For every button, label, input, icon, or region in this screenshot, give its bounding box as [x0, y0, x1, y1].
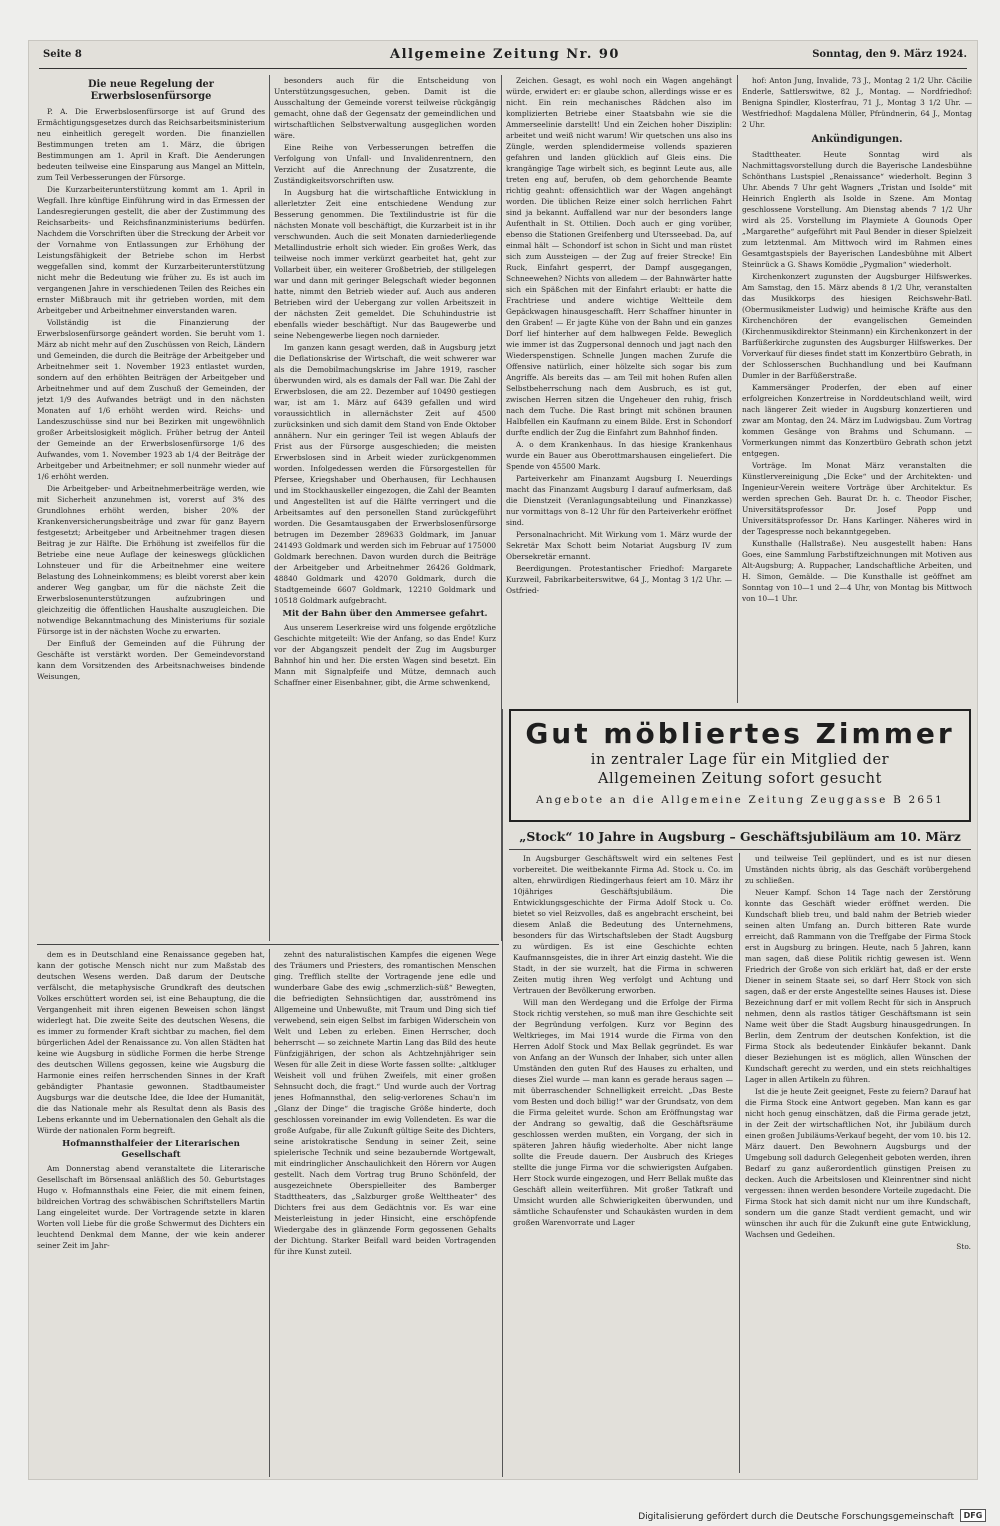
ad-line: Allgemeinen Zeitung sofort gesucht: [597, 771, 883, 787]
paragraph: besonders auch für die Entscheidung von Unterstützungsgesuchen, geben. Damit ist die Ausschaltung der Gemeinde vorerst teilweise rückgängig gemacht, ohne daß der Gegensatz der gemeindlichen und wirtschaftlichen Selbstverwaltung ausgeglichen worden wäre.: [274, 76, 496, 140]
column-rule: [269, 949, 270, 1477]
paragraph: Neuer Kampf. Schon 14 Tage nach der Zerstörung konnte das Geschäft wieder eröffnet werden. Die Kundschaft blieb treu, und bald nahm der Betrieb wieder seinen alten Umfang an. Durch bitteren Rate wurde erreicht, daß Rammann von die Treffgabe der Firma Stock erst in Augsburg zu bringen. Heute, nach 5 Jahren, kann man sagen, daß diese Politik richtig gewesen ist. Wenn Friedrich der Große von sich erklärt hat, daß er der erste Diener in seinem Staate sei, so darf Herr Stock von sich sagen, daß er der erste Angestellte seines Hauses ist. Diese Bezeichnung darf er mit vollem Recht für sich in Anspruch nehmen, denn als rastlos tätiger Geschäftsmann ist sein Name weit über die Stadt Augsburg hinausgedrungen. In Berlin, dem Zentrum der deutschen Konfektion, ist die Firma Stock als bedeutender Einkäufer bekannt. Dank dieser Beziehungen ist es möglich, allen Wünschen der Kundschaft gerecht zu werden, und ein stets reichhaltiges Lager in allen Artikeln zu führen.: [745, 888, 971, 1084]
page-header: [43, 47, 967, 63]
ad-contact: Angebote an die Allgemeine Zeitung Zeuggasse B 2651: [535, 794, 945, 806]
stock-article-heading: „Stock“ 10 Jahre in Augsburg – Geschäftsjubiläum am 10. März: [519, 829, 961, 844]
paragraph: Ist die je heute Zeit geeignet, Feste zu feiern? Darauf hat die Firma Stock eine Antwort gegeben. Man kann es gar nicht hoch genug einschätzen, daß die Firma gerade jetzt, in der Zeit der wirtschaftlichen Not, ihr Jubiläum durch einen großen Jubiläums-Verkauf begeht, der vom 10. bis 12. März dauert. Den Bewohnern Augsburgs und der Umgebung soll dadurch Gelegenheit geboten werden, ihren Bedarf zu ganz außerordentlich günstigen Preisen zu decken. Auch die Arbeitslosen und Kleinrentner sind nicht vergessen: ihnen werden besondere Vorteile zugedacht. Die Firma Stock hat sich damit nicht nur um ihre Kundschaft, sondern um die ganze Stadt verdient gemacht, und wir wünschen ihr auch für die Zukunft eine gute Entwicklung, Wachsen und Gedeihen.: [745, 1087, 971, 1239]
digitization-credit: Digitalisierung gefördert durch die Deutsche Forschungsgemeinschaft: [638, 1512, 954, 1522]
paragraph: Beerdigungen. Protestantischer Friedhof: Margarete Kurzweil, Fabrikarbeiterswitwe, 64 J., Montag 3 1/2 Uhr. — Ostfried-: [506, 564, 732, 595]
classified-advertisement: [509, 709, 971, 822]
column-rule: [737, 75, 738, 703]
newspaper-title: Allgemeine Zeitung Nr. 90: [390, 47, 620, 62]
paragraph: Aus unserem Leserkreise wird uns folgende ergötzliche Geschichte mitgeteilt: Wie der Anfang, so das Ende! Kurz vor der Abgangszeit pendelt der Zug im Augsburger Bahnhof hin und her. Die ersten Wagen sind besetzt. Ein Mann mit Signalpfeife und Mütze, demnach auch Schaffner einer Eisenbahner, gibt, die Arme schwenkend,: [274, 623, 496, 687]
paragraph: In Augsburg hat die wirtschaftliche Entwicklung in allerletzter Zeit eine entschiedene Wendung zur Besserung genommen. Die Textilindustrie ist für die nächsten Monate voll beschäftigt, die Kurzarbeit ist in ihr verschwunden. Auch die seit Monaten darniederliegende Metallindustrie erholt sich wieder. Ein großes Werk, das teilweise noch immer verkürzt gearbeitet hat, geht zur Vollarbeit über, ein weiterer Großbetrieb, der stillgelegen war und dann mit geringer Belegschaft wieder begonnen hatte, nimmt den Betrieb wieder auf. Auch aus anderen Betrieben wird der Uebergang zur vollen Arbeitszeit in der nächsten Zeit gemeldet. Die Schuhindustrie ist ebenfalls wieder beschäftigt. Nur das Baugewerbe und seine Nebengewerbe liegen noch darnieder.: [274, 188, 496, 340]
paragraph: A. o dem Krankenhaus. In das hiesige Krankenhaus wurde ein Bauer aus Oberottmarshausen eingeliefert. Die Spende von 45500 Mark.: [506, 440, 732, 471]
paragraph: Kirchenkonzert zugunsten der Augsburger Hilfswerkes. Am Samstag, den 15. März abends 8 1/2 Uhr, veranstalten das Musikkorps des hiesigen Reichswehr-Batl. (Obermusikmeister Ludwig) und heimische Kräfte aus den Kirchenchören der evangelischen Gemeinden (Kirchenmusikdirektor Steinmann) ein Kirchenkonzert in der Barfüßerkirche zugunsten des Augsburger Hilfswerkes. Der Vorverkauf für dieses findet statt im Konzertbüro Gebrath, in der Schlosserschen Buchhandlung und bei Kaufmann Dumler in der Barfüßerstraße.: [742, 272, 972, 380]
article-erwerbslosenfuersorge: [37, 75, 265, 941]
paragraph: Kammersänger Proderfen, der eben auf einer erfolgreichen Konzertreise in Norddeutschland weilt, wird nach längerer Zeit wieder in Augsburg konzertieren und zwar am Montag, den 24. März im Ludwigsbau. Zum Vortrag kommen Gesänge von Brahms und Schumann. — Vormerkungen nimmt das Konzertbüro Gebrath schon jetzt entgegen.: [742, 383, 972, 458]
paragraph: Zeichen. Gesagt, es wohl noch ein Wagen angehängt würde, erwidert er: er glaube schon, allerdings wisse er es nicht. Ein rein mechanisches Rädchen also im komplizierten Betriebe einer Staatsbahn wie sie die Ammerseelinie darstellt! Und ein Zeichen hoher Disziplin: arbeitet und weiß nicht warum! Wir quetschen uns also ins Züngle, werden splendidermeise vollends spazieren gefahren und landen glücklich auf Gleis eins. Die krangängige Tage wirbelt sich, es beginnt Leute aus, alle treten eng auf, berufen, ob dem gehorchende Beamte richtig geahnt: offensichtlich war der Wagen angehängt worden. Die üblichen Reize einer solch herrlichen Fahrt sind ja bekannt. Auffallend war nur der besonders lange Aufenthalt in St. Ottilien. Doch auch er ging vorüber, ebenso die Stationen Greifenberg und Utersseebad. Da, auf einmal hält — Schondorf ist schon in Sicht und man rüstet sich zum Aussteigen — der Zug auf freier Strecke! Ein Ruck, Einfahrt gesperrt, der Dampf ausgegangen, Schneewehen? Nichts von alledem — der Bahnwärter hatte sich ein Späßchen mit der Einfahrt erlaubt: er hatte die Frachtriese und andere wichtige Weltteile dem Gepäckwagen hinausgeschafft. Herr Schaffner hinunter in den Graben! — Er jagte Kühe von der Bahn und ein ganzes Dorf lief hinterher auf dem halbwegen Felde. Beweglich wie immer ist das Zugpersonal dennoch und jagt nach den Wiederspenstigen. Schnelle Jungen machen Zurufe die Offensive natürlich, einer hölzelte sich sogar bis zum Angriffe. Als bereits das — am Teil mit hohen Rufen allen Selbstbeherrschung nach dem Ausbruch, es ist gut, zwischen Herren sitzen die Ungeheuer den ruhig, frisch nach dem Tuche. Die Rast bringt mit schönen braunen Halbfellen ein Kaufmann zu einem Bilde. Erst in Schondorf durfte endlich der Zug die Einfahrt zum Bahnhof finden.: [506, 76, 732, 437]
paragraph: Die Arbeitgeber- und Arbeitnehmerbeiträge werden, wie mit Sicherheit anzunehmen ist, vorerst auf 3% des Grundlohnes erhöht werden, bisher 20% der Krankenversicherungsbeiträge und zwar für ganz Bayern festgesetzt; Arbeitgeber und Arbeitnehmer tragen diesen Beitrag je zur Hälfte. Die Erhöhung ist zweifellos für die Betriebe eine neue Auflage der keineswegs glücklichen Lohnsteuer und für die Arbeitnehmer eine weitere Belastung des Lohneinkommens; es bleibt vorerst aber kein anderer Weg gangbar, um für die nächste Zeit die Erwerbslosenunterstützungen aufzubringen und gleichzeitig die öffentlichen Haushalte auszugleichen. Die notwendige Bekanntmachung des Ministeriums für soziale Fürsorge ist in der nächsten Woche zu erwarten.: [37, 484, 265, 636]
paragraph: dem es in Deutschland eine Renaissance gegeben hat, kann der gotische Mensch nicht nur zum Maßstab des deutschen Wesens werden. Daß darum der Deutsche verfälscht, die metaphysische Grundkraft des deutschen Volkes erschüttert worden sei, ist eine Behauptung, die die Vergangenheit mit ihren eigenen Beweisen schon längst widerlegt hat. Die zweite Seite des deutschen Wesens, die es immer zu formender Kraft sichtbar zu machen, fiel dem bürgerlichen Adel der Renaissance zu. Von allen Städten hat keine wie Augsburg in südliche Formen die herbe Strenge des deutschen Willens gegossen, keine wie Augsburg die Harmonie eines reifen herrschenden Sinnes in der Kraft gebändigter Phantasie gewonnen. Stadtbaumeister Augsburgs war die deutsche Idee, die Idee der Humanität, die das Nationale mehr als Resultat denn als Basis des Lebens erkannte und im Uebernationalen den Gehalt als die Würde der nationalen Form begreift.: [37, 950, 265, 1135]
announcements-heading: Ankündigungen.: [811, 134, 903, 145]
hofmannsthal-article-continuation: [274, 949, 496, 1477]
ad-headline: Gut möbliertes Zimmer: [525, 717, 955, 750]
ad-line: in zentraler Lage für ein Mitglied der: [590, 752, 890, 768]
paragraph: Personalnachricht. Mit Wirkung vom 1. März wurde der Sekretär Max Schott beim Notariat Augsburg IV zum Obersekretär ernannt.: [506, 530, 732, 561]
newspaper-page: [28, 40, 978, 1480]
section-rule: [509, 849, 971, 850]
local-news-column: [506, 75, 732, 703]
paragraph: P. A. Die Erwerbslosenfürsorge ist auf Grund des Ermächtigungsgesetzes durch das Reichsarbeitsministerium neu einheitlich geregelt worden. Die finanziellen Bestimmungen treten am 1. März, die übrigen Bestimmungen am 1. April in Kraft. Die Aenderungen bedeuten teilweise eine Einsparung aus Mangel an Mitteln, zum Teil Verbesserungen der Fürsorge.: [37, 107, 265, 182]
paragraph: Der Einfluß der Gemeinden auf die Führung der Geschäfte ist verstärkt worden. Der Gemeindevorstand kann dem Vorsitzenden des Arbeitsnachweises bindende Weisungen,: [37, 639, 265, 681]
renaissance-article: [37, 949, 265, 1477]
signature: Sto.: [956, 1242, 971, 1251]
paragraph: hof: Anton Jung, Invalide, 73 J., Montag 2 1/2 Uhr. Cäcilie Enderle, Sattlerswitwe, 82 J., Montag. — Nordfriedhof: Benigna Spindler, Klosterfrau, 71 J., Montag 3 1/2 Uhr. — Westfriedhof: Magdalena Müller, Pfründnerin, 64 J., Montag 2 Uhr.: [742, 76, 972, 129]
paragraph: Will man den Werdegang und die Erfolge der Firma Stock richtig verstehen, so muß man ihre Geschichte seit der Begründung verfolgen. Kurz vor Beginn des Weltkrieges, im Mai 1914 wurde die Firma von den Herren Adolf Stock und Max Bellak gegründet. Es war von Anfang an der Wunsch der Inhaber, sich unter allen Umständen den guten Ruf des Hauses zu erhalten, und dieses Ziel wurde — man kann es gerade heraus sagen — mit überraschender Schnelligkeit erreicht. „Das Beste vom Besten und doch billig!“ war der Grundsatz, von dem die Firma geleitet wurde. Schon am Eröffnungstag war der Andrang so gewaltig, daß die Geschäftsräume geschlossen werden mußten, ein Vorgang, der sich in späteren Jahren häufig wiederholte. Aber nicht lange sollte die Freude dauern. Der Ausbruch des Krieges stellte die junge Firma vor die schwierigsten Aufgaben. Herr Stock wurde eingezogen, und Herr Bellak mußte das Geschäft allein weiterführen. Mit großer Tatkraft und Umsicht wurden alle Schwierigkeiten überwunden, und sämtliche Schaufenster und Schaukästen wurden in dem großen Warenvorrate und Lager: [513, 998, 733, 1227]
column-rule: [502, 709, 503, 1477]
hofmannsthal-heading: Hofmannsthalfeier der Literarischen Gesellschaft: [62, 1139, 240, 1160]
paragraph: Parteiverkehr am Finanzamt Augsburg I. Neuerdings macht das Finanzamt Augsburg I darauf aufmerksam, daß die Dienstzeit (Veranlagungsabteilung und Finanzkasse) nur vormittags von 8–12 Uhr für den Parteiverkehr eröffnet sind.: [506, 474, 732, 527]
paragraph: Stadttheater. Heute Sonntag wird als Nachmittagsvorstellung durch die Bayerische Landesbühne Schönthans Lustspiel „Renaissance“ wiederholt. Beginn 3 Uhr. Abends 7 Uhr geht Wagners „Tristan und Isolde“ mit Heinrich Englerth als Isolde in Szene. Am Montag geschlossene Vorstellung. Am Dienstag abends 7 1/2 Uhr wird als 25. Vorstellung im Playmiete A Gounods Oper „Margarethe“ aufgeführt mit Paul Bender in dieser Spielzeit zum letztenmal. Am Mittwoch wird im Rahmen eines Gesamtgastspiels der Bayerischen Landesbühne mit Albert Steinrück a G. Shaws Komödie „Pygmalion“ wiederholt.: [742, 150, 972, 269]
section-subheading: Mit der Bahn über den Ammersee gefahrt.: [282, 609, 488, 619]
column-rule: [739, 853, 740, 1473]
paragraph: zehnt des naturalistischen Kampfes die eigenen Wege des Träumers und Priesters, des romantischen Menschen ging. Trefflich stellte der Vortragende jene edle und wunderbare Gabe des ewig „schmerzlich-süß“ Bewegten, die befriedigten Sehnsüchtigen dar, ausströmend ins Allgemeine und Unbewußte, mit Traum und Ding sich tief verwebend, sein eigen Selbst im farbigen Widerschein von Welt und Leben zu erleben. Einen Herrscher, doch beherrscht — so zeichnete Martin Lang das Bild des heute Fünfzigjährigen, der schon als Achtzehnjähriger sein Wesen für alle Zeit in diese Worte fassen sollte: „altkluger Weisheit voll und frühen Zweifels, mit einer großen Sehnsucht doch, die fragt.“ Und wurde auch der Vortrag jenes Hofmannsthal, den selig-verlorenes Schau'n im „Glanz der Dinge“ die tragische Größe hinderte, doch geschlossen voreinander im ewig Vollendeten. Es war die große Aufgabe, für alle Zukunft gültige Seite des Dichters, seine aristokratische Sendung in seiner Zeit, seine spielerische Technik und seine bezaubernde Wortgewalt, mit eindringlicher Anschaulichkeit den Hörern vor Augen gestellt. Nach dem Vortrag trug Bruno Schönfeld, der ausgezeichnete Oberspielleiter des Bamberger Stadttheaters, das „Salzburger große Welttheater“ des Dichters frei aus dem Gedächtnis vor. Es war eine Meisterleistung in jeder Hinsicht, eine erschöpfende Wiedergabe des in glänzende Form gegossenen Gehalts der Dichtung. Starker Beifall ward beiden Vortragenden für ihre Kunst zuteil.: [274, 950, 496, 1256]
stock-article-column-b: [745, 853, 971, 1473]
paragraph: In Augsburger Geschäftswelt wird ein seltenes Fest vorbereitet. Die weitbekannte Firma Ad. Stock u. Co. im alten, ehrwürdigen Riedingerhaus feiert am 10. März ihr 10jähriges Geschäftsjubiläum. Die Entwicklungsgeschichte der Firma Adolf Stock u. Co. bietet so viel Reizvolles, daß es angebracht erscheint, bei diesem Anlaß die Bedeutung des Unternehmens, besonders für das Wirtschaftsleben der Stadt Augsburg zu würdigen. Es ist eine Geschichte echten Kaufmannsgeistes, die in ihrer Art einzig dasteht. Wie die Stadt, in der sie wurzelt, hat die Firma in schweren Zeiten mutig ihren Weg verfolgt und Achtung und Vertrauen der Bevölkerung erworben.: [513, 854, 733, 995]
section-rule: [37, 944, 499, 945]
paragraph: Die Kurzarbeiterunterstützung kommt am 1. April in Wegfall. Ihre künftige Einführung wird in das Ermessen der Landesregierungen gestellt, die aber der Zustimmung des Reichsarbeits- und Reichsfinanzministeriums bedürfen. Nachdem die Vorschriften über die Streckung der Arbeit vor der Vornahme von Entlassungen zur Erhöhung der Leistungsfähigkeit der Betriebe schon im Herbst weggefallen sind, kommt der Kurzarbeiterunterstützung nicht mehr die Bedeutung wie früher zu. Es ist auch im vergangenen Jahre in verschiedenen Teilen des Reiches ein ernster Mißbrauch mit ihr getrieben worden, mit dem Arbeitgeber und Arbeitnehmer einverstanden waren.: [37, 185, 265, 315]
paragraph: Vollständig ist die Finanzierung der Erwerbslosenfürsorge geändert worden. Sie beruht vom 1. März ab nicht mehr auf den Zuschüssen von Reich, Ländern und Gemeinden, die durch die Beiträge der Arbeitgeber und Arbeitnehmer seit 1. November 1923 entlastet wurden, sondern auf den erhöhten Beiträgen der Arbeitgeber und Arbeitnehmer und auf dem Zuschuß der Gemeinden, der jetzt 1/9 des Aufwandes beträgt und in den nächsten Monaten auf 1/6 erhöht werden wird. Reichs- und Landeszuschüsse sind nur bei Bezirken mit ungewöhnlich großer Arbeitslosigkeit möglich. Früher betrug der Anteil der Gemeinde an der Erwerbslosenfürsorge 1/6 des Aufwandes, vom 1. November 1923 ab 1/4 der Beiträge der Arbeitgeber und Arbeitnehmer; er soll nunmehr wieder auf 1/6 erhöht werden.: [37, 318, 265, 481]
page-number: Seite 8: [43, 49, 82, 60]
dfg-logo: DFG: [960, 1509, 986, 1522]
paragraph: Kunsthalle (Hallstraße). Neu ausgestellt haben: Hans Goes, eine Sammlung Farbstiftzeichnungen mit Motiven aus Alt-Augsburg; A. Ruppacher, Landschaftliche Arbeiten, und H. Simon, Gemälde. — Die Kunsthalle ist geöffnet am Sonntag von 10—1 und 2—4 Uhr, von Montag bis Mittwoch von 10—1 Uhr.: [742, 539, 972, 603]
column-rule: [269, 75, 270, 941]
paragraph: Eine Reihe von Verbesserungen betreffen die Verfolgung von Unfall- und Invalidenrentnern, den Verzicht auf die Anrechnung der Zusatzrente, die Zuständigkeitsvorschriften usw.: [274, 143, 496, 185]
article-heading: Die neue Regelung der Erwerbslosenfürsorge: [88, 79, 214, 102]
stock-article-column-a: [513, 853, 733, 1473]
paragraph: Vorträge. Im Monat März veranstalten die Künstlervereinigung „Die Ecke“ und der Architekten- und Ingenieur-Verein weitere Vorträge über Architektur. Es werden sprechen Geh. Baurat Dr. h. c. Theodor Fischer, Universitätsprofessor Dr. Josef Popp und Universitätsprofessor Dr. Hans Karlinger. Näheres wird in der Tagespresse noch bekanntgegeben.: [742, 461, 972, 536]
paragraph: und teilweise Teil geplündert, und es ist nur diesen Umständen nichts übrig, als das Geschäft vorübergehend zu schließen.: [745, 854, 971, 885]
paragraph: Am Donnerstag abend veranstaltete die Literarische Gesellschaft im Börsensaal anläßlich des 50. Geburtstages Hugo v. Hofmannsthals eine Feier, die mit einem feinen, bildreichen Vortrag des schwäbischen Schriftstellers Martin Lang eingeleitet wurde. Der Vortragende setzte in klaren Worten voll Liebe für die große Schwermut des Dichters ein leuchtend Denkmal dem Manne, der wie kein anderer seiner Zeit im Jahr-: [37, 1164, 265, 1250]
announcements-column: [742, 75, 972, 703]
paragraph: Im ganzen kann gesagt werden, daß in Augsburg jetzt die Deflationskrise der Wirtschaft, die weit schwerer war als die Demobilmachungskrise im Jahre 1919, rascher überwunden wird, als es damals der Fall war. Die Zahl der Erwerbslosen, die am 22. Dezember auf 10490 gestiegen war, ist am 1. März auf 6439 gefallen und wird voraussichtlich in allernächster Zeit auf 4500 zurücksinken und sich damit dem Stand von Ende Oktober annähern. Nur ein geringer Teil ist wegen Ablaufs der Frist aus der Fürsorge ausgeschieden; die meisten Erwerbslosen sind in Arbeit wieder zurückgenommen worden. Infolgedessen werden die Fürsorgestellen für Pfersee, Kriegshaber und Oberhausen, für Lechhausen und im Stockhauskeller eingezogen, die Zahl der Beamten und Angestellten ist auf die Hälfte verringert und die Arbeitsamtes auf den personellen Stand zurückgeführt worden. Die Gesamtausgaben der Erwerbslosenfürsorge betrugen im Dezember 289633 Goldmark, im Januar 241493 Goldmark und werden sich im Februar auf 175000 Goldmark berechnen. Davon wurden durch die Beiträge der Arbeitgeber und Arbeitnehmer 26426 Goldmark, 48840 Goldmark und 42070 Goldmark, durch die Stadtgemeinde 6607 Goldmark, 12210 Goldmark und 10518 Goldmark aufgebracht.: [274, 343, 496, 605]
article-continuation: [274, 75, 496, 941]
issue-date: Sonntag, den 9. März 1924.: [812, 49, 967, 60]
header-rule: [39, 68, 967, 69]
